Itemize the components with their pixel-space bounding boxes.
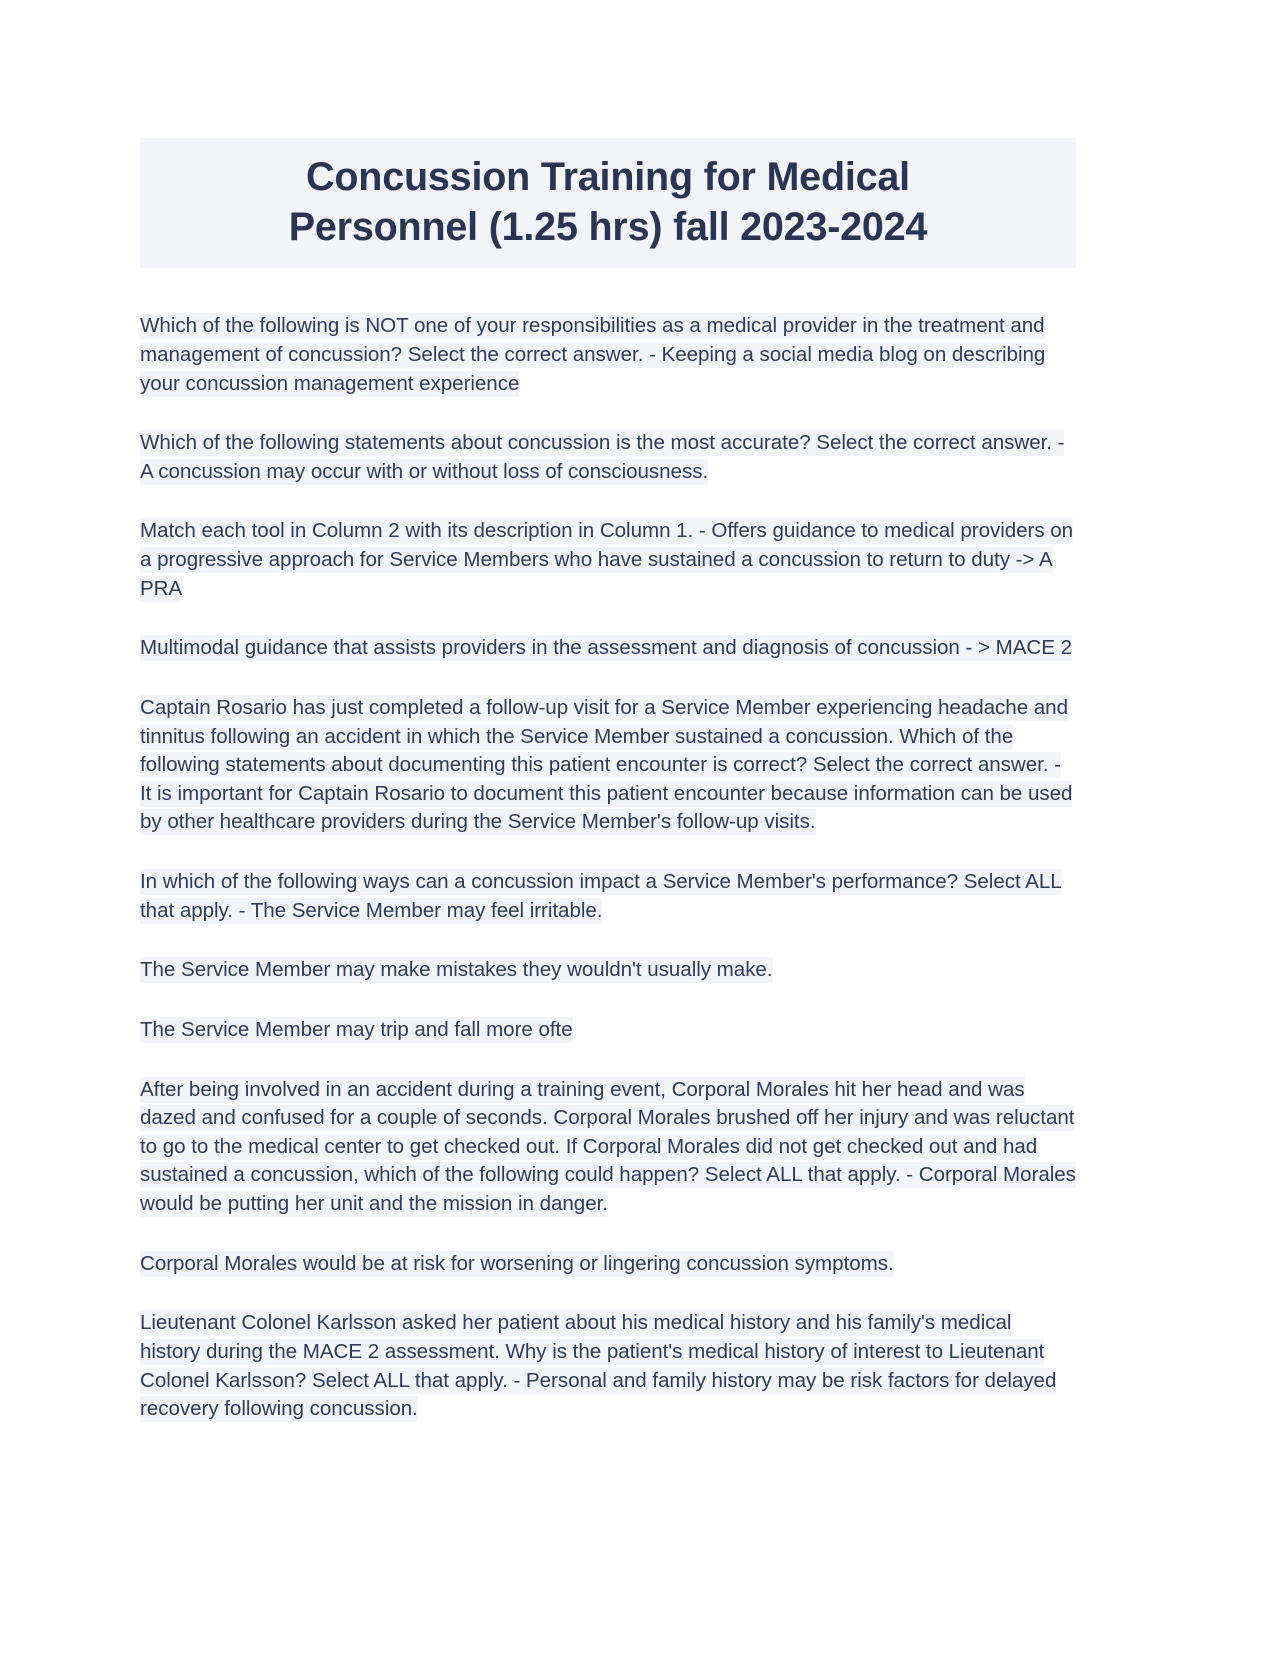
title-line-1: Concussion Training for Medical [306, 155, 910, 199]
paragraph-text: Captain Rosario has just completed a follow-up visit for a Service Member experiencing headache and tinnitus following an accident in which the Service Member sustained a concussion. Which of the following statements about documenting this patient encounter is correct? Select the correct answer. - It is important for Captain Rosario to document this patient encounter because information can be used by other healthcare providers during the Service Member's follow-up visits. [140, 695, 1073, 834]
paragraph-q2-most-accurate [140, 429, 1076, 486]
paragraph-text: Which of the following statements about concussion is the most accurate? Select the correct answer. - A concussion may occur with or without loss of consciousness. [140, 431, 1065, 483]
paragraph-text: Multimodal guidance that assists providers in the assessment and diagnosis of concussion - > MACE 2 [140, 636, 1072, 660]
paragraph-q3-match-column-apra [140, 517, 1076, 603]
paragraph-text: In which of the following ways can a concussion impact a Service Member's performance? Select ALL that apply. - The Service Member may feel irritable. [140, 870, 1062, 922]
paragraph-q4-mace2 [140, 634, 1076, 663]
answer-option-q6-c [140, 1016, 1076, 1045]
paragraph-q5-captain-rosario [140, 694, 1076, 837]
paragraph-q7-corporal-morales [140, 1076, 1076, 1219]
answer-option-text: Corporal Morales would be at risk for worsening or lingering concussion symptoms. [140, 1251, 894, 1275]
paragraph-q1-responsibilities [140, 312, 1076, 398]
paragraph-text: After being involved in an accident during a training event, Corporal Morales hit her head and was dazed and confused for a couple of seconds. Corporal Morales brushed off her injury and was reluctant to go to the medical center to get checked out. If Corporal Morales did not get checked out and had sustained a concussion, which of the following could happen? Select ALL that apply. - Corporal Morales would be putting her unit and the mission in danger. [140, 1077, 1076, 1216]
paragraph-text: Match each tool in Column 2 with its description in Column 1. - Offers guidance to medical providers on a progressive approach for Service Members who have sustained a concussion to return to duty -> A PRA [140, 519, 1074, 600]
document-content [140, 0, 1076, 1424]
paragraph-text: Which of the following is NOT one of your responsibilities as a medical provider in the treatment and management of concussion? Select the correct answer. - Keeping a social media blog on describing your concussion management experience [140, 314, 1046, 395]
answer-option-q7-b [140, 1250, 1076, 1279]
document-title-banner [140, 138, 1076, 268]
page-title [158, 152, 1058, 252]
paragraph-q8-karlsson-history [140, 1309, 1076, 1424]
paragraph-text: Lieutenant Colonel Karlsson asked her patient about his medical history and his family's medical history during the MACE 2 assessment. Why is the patient's medical history of interest to Lieutenant Colonel Karlsson? Select ALL that apply. - Personal and family history may be risk factors for delayed recovery following concussion. [140, 1311, 1057, 1421]
answer-option-text: The Service Member may make mistakes they wouldn't usually make. [140, 958, 773, 982]
answer-option-text: The Service Member may trip and fall more ofte [140, 1017, 573, 1041]
paragraph-q6-impact-performance [140, 868, 1076, 925]
answer-option-q6-b [140, 956, 1076, 985]
document-body [140, 312, 1076, 1424]
title-line-2: Personnel (1.25 hrs) fall 2023-2024 [288, 205, 928, 250]
